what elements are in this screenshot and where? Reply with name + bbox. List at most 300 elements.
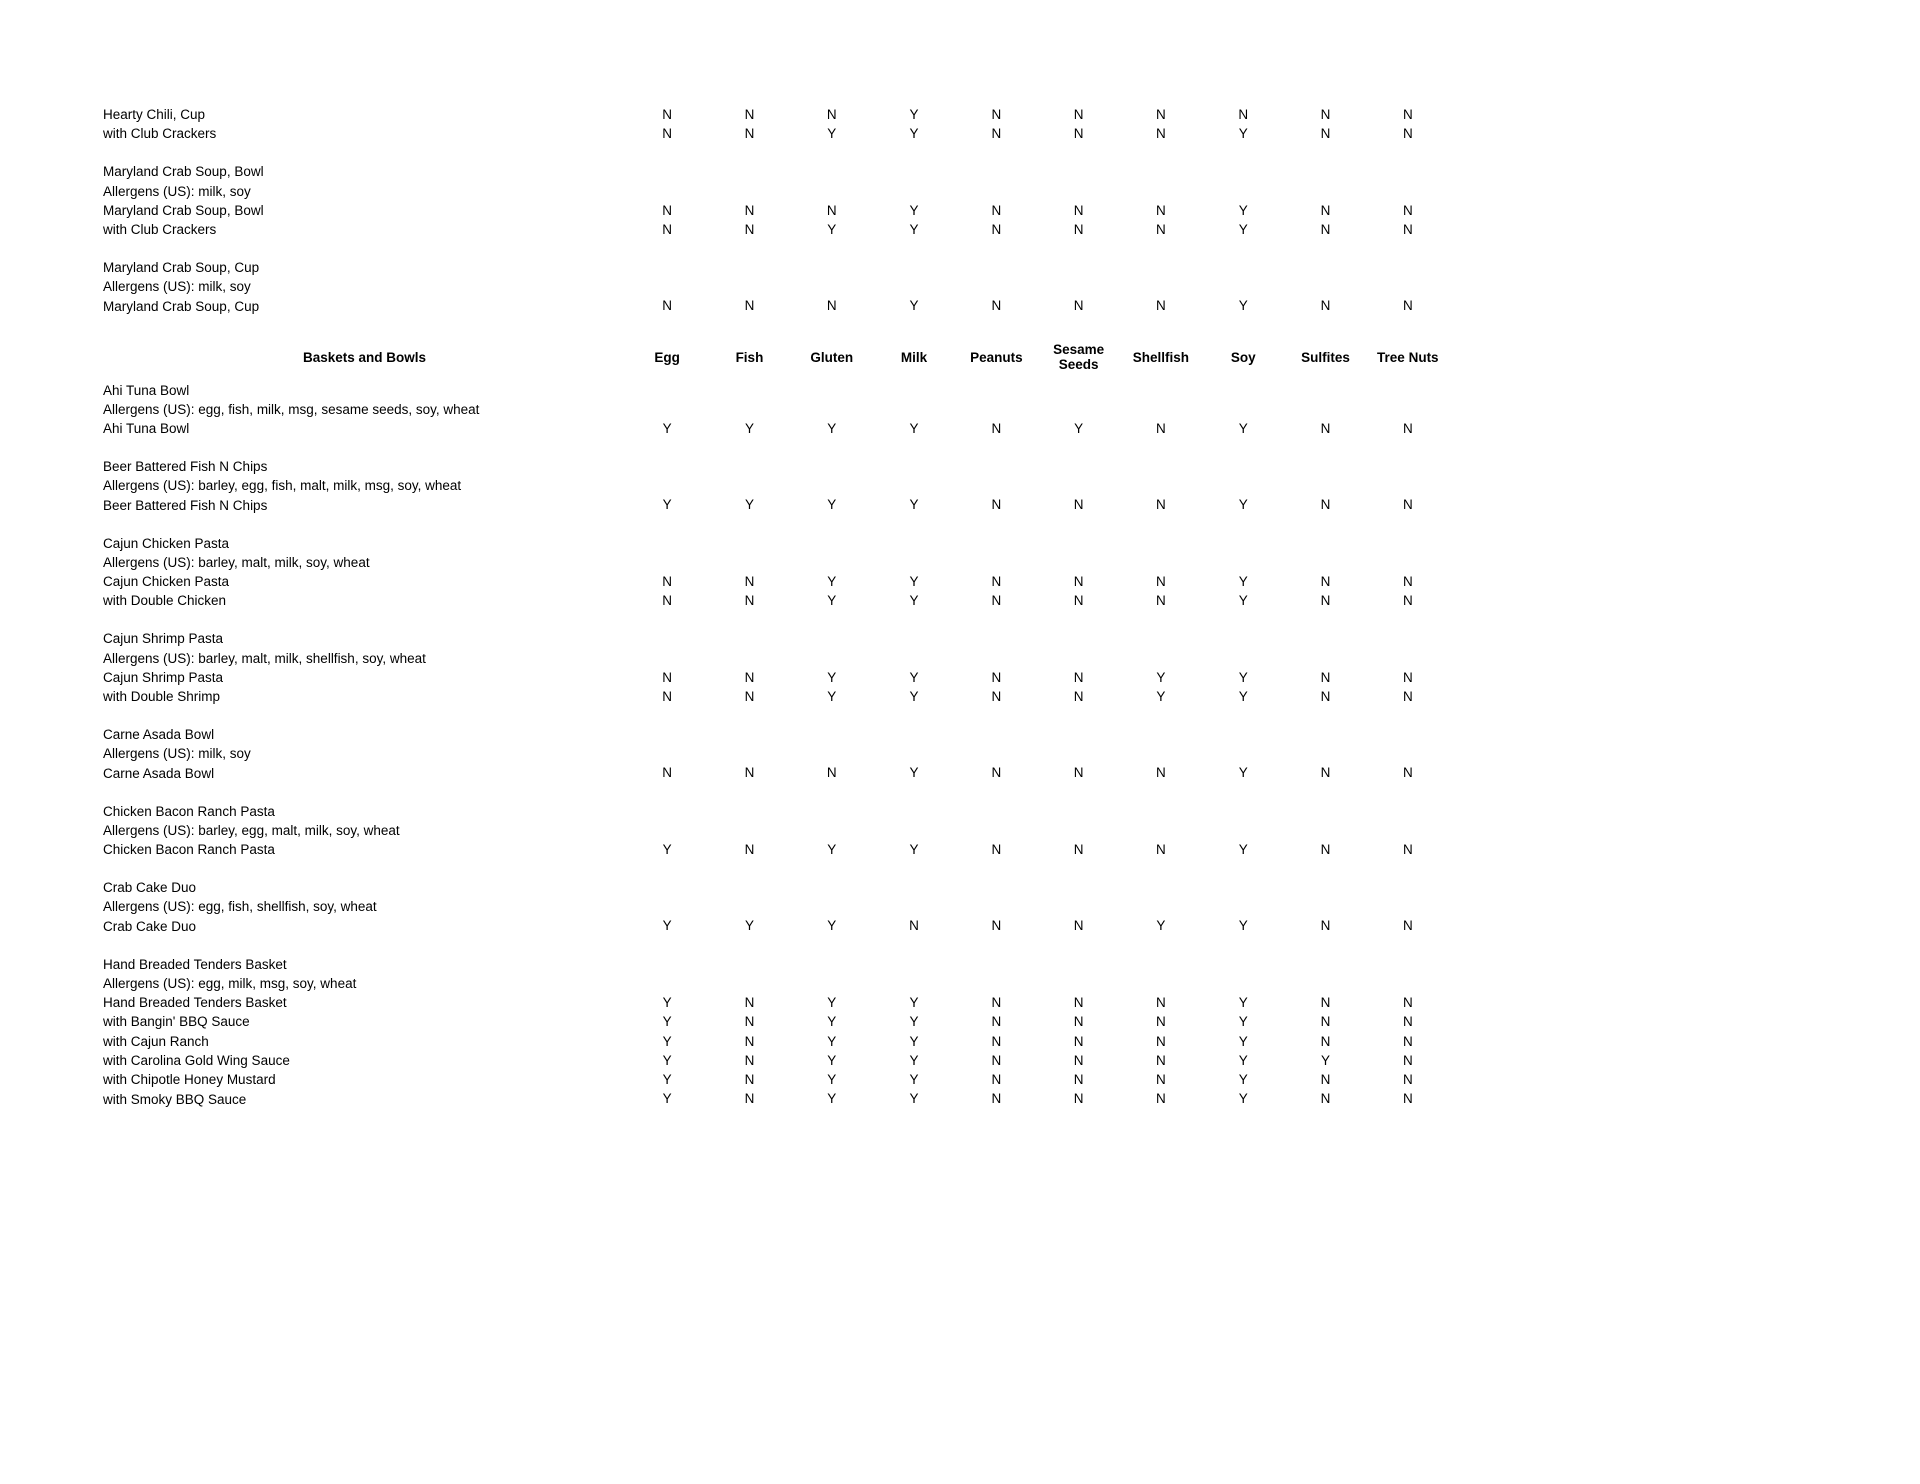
allergen-value: N: [1402, 1033, 1413, 1049]
allergen-value: N: [1073, 497, 1084, 513]
allergen-value: N: [662, 688, 673, 704]
allergen-value: Y: [744, 420, 754, 436]
allergen-value: Y: [827, 994, 837, 1010]
allergen-value: N: [1320, 106, 1331, 122]
allergen-value: N: [991, 420, 1002, 436]
allergen-value: Y: [662, 1052, 672, 1068]
group-title: Cajun Shrimp Pasta: [103, 631, 224, 647]
allergen-value: N: [1402, 1091, 1413, 1107]
allergen-value: N: [744, 573, 755, 589]
allergen-value: N: [662, 573, 673, 589]
allergen-value: N: [991, 1033, 1002, 1049]
allergen-value: Y: [827, 841, 837, 857]
allergen-value: N: [744, 126, 755, 142]
allergen-value: N: [1320, 202, 1331, 218]
item-name: with Double Chicken: [103, 593, 227, 609]
allergen-value: Y: [909, 994, 919, 1010]
allergen-value: Y: [827, 126, 837, 142]
allergen-value: Y: [827, 1072, 837, 1088]
column-header: Shellfish: [1132, 349, 1190, 365]
allergen-value: N: [991, 765, 1002, 781]
group-title: Ahi Tuna Bowl: [103, 382, 190, 398]
item-name: Ahi Tuna Bowl: [103, 421, 190, 437]
column-header: Peanuts: [970, 349, 1023, 365]
allergen-value: Y: [1238, 765, 1248, 781]
group-title: Beer Battered Fish N Chips: [103, 459, 268, 475]
menu-item-row: [0, 764, 1920, 783]
group-title: Crab Cake Duo: [103, 880, 197, 896]
allergen-value: Y: [827, 669, 837, 685]
allergen-value: N: [744, 1033, 755, 1049]
allergen-value: N: [826, 298, 837, 314]
allergen-note: Allergens (US): milk, soy: [103, 746, 251, 762]
allergen-value: N: [1156, 593, 1166, 609]
allergen-value: N: [1156, 1072, 1166, 1088]
allergen-value: N: [991, 106, 1002, 122]
allergen-value: Y: [1238, 221, 1248, 237]
allergen-value: Y: [662, 994, 672, 1010]
allergen-value: Y: [909, 1014, 919, 1030]
allergen-note: Allergens (US): milk, soy: [103, 279, 251, 295]
allergen-value: N: [662, 765, 673, 781]
allergen-value: N: [1073, 202, 1084, 218]
allergen-value: N: [1402, 1072, 1413, 1088]
spacer-row: [0, 438, 1920, 457]
allergen-note-row: [0, 974, 1920, 993]
allergen-note: Allergens (US): barley, egg, fish, malt, milk, msg, soy, wheat: [103, 478, 462, 494]
allergen-value: N: [826, 202, 837, 218]
allergen-value: Y: [1238, 126, 1248, 142]
menu-item-row: [0, 917, 1920, 936]
menu-item-row: [0, 1090, 1920, 1109]
group-title: Maryland Crab Soup, Bowl: [103, 164, 264, 180]
allergen-value: N: [991, 298, 1002, 314]
allergen-value: Y: [909, 1033, 919, 1049]
menu-item-row: [0, 840, 1920, 859]
allergen-value: N: [744, 765, 755, 781]
item-name: with Double Shrimp: [103, 689, 221, 705]
allergen-value: N: [1402, 298, 1413, 314]
allergen-value: N: [1073, 918, 1084, 934]
menu-item-row: [0, 1012, 1920, 1031]
allergen-value: Y: [1156, 918, 1166, 934]
allergen-value: N: [1402, 593, 1413, 609]
spacer-row: [0, 936, 1920, 955]
menu-item-row: [0, 124, 1920, 143]
item-name: Carne Asada Bowl: [103, 765, 215, 781]
allergen-value: Y: [1238, 573, 1248, 589]
allergen-value: N: [1073, 841, 1084, 857]
allergen-value: N: [1073, 994, 1084, 1010]
allergen-value: N: [1156, 994, 1166, 1010]
menu-item-row: [0, 668, 1920, 687]
allergen-value: N: [744, 1014, 755, 1030]
allergen-value: N: [1320, 765, 1331, 781]
allergen-value: Y: [909, 688, 919, 704]
allergen-value: Y: [662, 497, 672, 513]
allergen-value: Y: [909, 669, 919, 685]
menu-item-row: [0, 201, 1920, 220]
allergen-value: N: [1320, 593, 1331, 609]
column-header: Gluten: [810, 349, 854, 365]
allergen-value: N: [1156, 1014, 1166, 1030]
allergen-value: N: [662, 106, 673, 122]
allergen-value: N: [1320, 1072, 1331, 1088]
allergen-value: N: [1156, 1052, 1166, 1068]
allergen-value: Y: [662, 1072, 672, 1088]
item-name: Hand Breaded Tenders Basket: [103, 995, 287, 1011]
group-title-row: [0, 533, 1920, 552]
group-title: Maryland Crab Soup, Cup: [103, 260, 260, 276]
allergen-value: Y: [1238, 593, 1248, 609]
group-title-row: [0, 380, 1920, 399]
item-name: Maryland Crab Soup, Cup: [103, 298, 260, 314]
allergen-value: N: [991, 593, 1002, 609]
allergen-value: N: [991, 497, 1002, 513]
allergen-value: Y: [1238, 994, 1248, 1010]
allergen-value: N: [1073, 106, 1084, 122]
allergen-value: N: [991, 918, 1002, 934]
allergen-value: N: [991, 669, 1002, 685]
allergen-value: Y: [744, 918, 754, 934]
spacer-row: [0, 515, 1920, 534]
allergen-value: N: [991, 573, 1002, 589]
allergen-note: Allergens (US): barley, malt, milk, soy, wheat: [103, 554, 370, 570]
menu-item-row: [0, 993, 1920, 1012]
item-name: with Cajun Ranch: [103, 1033, 209, 1049]
allergen-value: N: [662, 126, 673, 142]
allergen-value: N: [1320, 126, 1331, 142]
allergen-note-row: [0, 821, 1920, 840]
column-header: Soy: [1230, 349, 1256, 365]
column-header: Fish: [735, 349, 764, 365]
allergen-value: N: [1156, 1033, 1166, 1049]
allergen-value: N: [744, 994, 755, 1010]
allergen-note: Allergens (US): milk, soy: [103, 183, 251, 199]
allergen-value: N: [1156, 1091, 1166, 1107]
item-name: with Smoky BBQ Sauce: [103, 1091, 247, 1107]
group-title: Cajun Chicken Pasta: [103, 535, 230, 551]
allergen-value: N: [1402, 497, 1413, 513]
allergen-value: Y: [827, 593, 837, 609]
allergen-value: N: [1402, 126, 1413, 142]
allergen-value: N: [1073, 688, 1084, 704]
allergen-value: N: [1156, 106, 1166, 122]
allergen-value: Y: [662, 420, 672, 436]
allergen-value: Y: [662, 1091, 672, 1107]
allergen-value: Y: [827, 1052, 837, 1068]
menu-item-row: [0, 572, 1920, 591]
allergen-value: N: [1320, 841, 1331, 857]
allergen-value: Y: [909, 573, 919, 589]
allergen-value: N: [1320, 221, 1331, 237]
allergen-note: Allergens (US): egg, fish, milk, msg, sesame seeds, soy, wheat: [103, 401, 480, 417]
allergen-value: N: [744, 1091, 755, 1107]
allergen-value: N: [1402, 1014, 1413, 1030]
allergen-value: Y: [827, 221, 837, 237]
spacer-row: [0, 611, 1920, 630]
allergen-value: N: [662, 298, 673, 314]
allergen-value: N: [991, 994, 1002, 1010]
group-title-row: [0, 629, 1920, 648]
allergen-value: Y: [909, 1091, 919, 1107]
allergen-value: N: [991, 221, 1002, 237]
allergen-value: N: [1238, 106, 1249, 122]
group-title: Carne Asada Bowl: [103, 727, 215, 743]
column-header: Sulfites: [1301, 349, 1350, 365]
allergen-value: N: [1320, 994, 1331, 1010]
allergen-value: Y: [1156, 688, 1166, 704]
allergen-value: Y: [744, 497, 754, 513]
allergen-value: Y: [1238, 1091, 1248, 1107]
allergen-value: Y: [827, 1033, 837, 1049]
menu-item-row: [0, 496, 1920, 515]
allergen-value: Y: [662, 1033, 672, 1049]
allergen-value: N: [991, 1072, 1002, 1088]
allergen-value: N: [744, 593, 755, 609]
allergen-value: N: [991, 202, 1002, 218]
allergen-value: N: [1402, 918, 1413, 934]
allergen-note-row: [0, 277, 1920, 296]
allergen-value: N: [991, 1091, 1002, 1107]
allergen-value: Y: [1238, 1033, 1248, 1049]
column-header: Tree Nuts: [1377, 349, 1439, 365]
menu-item-row: [0, 687, 1920, 706]
allergen-value: N: [744, 669, 755, 685]
spacer-row: [0, 783, 1920, 802]
allergen-value: N: [1156, 420, 1166, 436]
allergen-note-row: [0, 649, 1920, 668]
allergen-value: N: [1320, 573, 1331, 589]
item-name: Crab Cake Duo: [103, 918, 197, 934]
spacer-row: [0, 239, 1920, 258]
allergen-value: N: [662, 669, 673, 685]
spacer-row: [0, 316, 1920, 335]
allergen-value: N: [991, 688, 1002, 704]
allergen-value: N: [1402, 765, 1413, 781]
allergen-note: Allergens (US): egg, fish, shellfish, soy, wheat: [103, 899, 377, 915]
menu-item-row: [0, 1051, 1920, 1070]
allergen-value: N: [662, 202, 673, 218]
group-title: Chicken Bacon Ranch Pasta: [103, 803, 275, 819]
item-name: with Carolina Gold Wing Sauce: [103, 1053, 290, 1069]
allergen-value: N: [744, 202, 755, 218]
allergen-value: N: [1320, 1014, 1331, 1030]
allergen-value: Y: [662, 1014, 672, 1030]
item-name: Cajun Chicken Pasta: [103, 574, 230, 590]
allergen-value: Y: [827, 497, 837, 513]
allergen-value: N: [1073, 1052, 1084, 1068]
allergen-value: N: [1320, 420, 1331, 436]
allergen-value: N: [1402, 669, 1413, 685]
allergen-value: N: [1073, 126, 1084, 142]
item-name: with Chipotle Honey Mustard: [103, 1072, 276, 1088]
allergen-value: N: [1156, 202, 1166, 218]
allergen-value: N: [1156, 221, 1166, 237]
allergen-value: N: [1073, 298, 1084, 314]
column-header: Milk: [900, 349, 928, 365]
allergen-value: Y: [1238, 202, 1248, 218]
allergen-value: Y: [1238, 669, 1248, 685]
menu-item-row: [0, 1070, 1920, 1089]
allergen-value: N: [909, 918, 919, 934]
allergen-value: N: [1073, 1014, 1084, 1030]
allergen-value: Y: [1321, 1052, 1331, 1068]
item-name: with Club Crackers: [103, 222, 217, 238]
allergen-value: Y: [1238, 1052, 1248, 1068]
allergen-value: Y: [827, 1091, 837, 1107]
allergen-value: Y: [827, 1014, 837, 1030]
allergen-value: N: [1320, 1091, 1331, 1107]
allergen-value: N: [744, 106, 755, 122]
allergen-value: N: [826, 106, 837, 122]
group-title: Hand Breaded Tenders Basket: [103, 956, 287, 972]
allergen-value: N: [744, 298, 755, 314]
allergen-value: N: [1320, 298, 1331, 314]
allergen-value: N: [1073, 221, 1084, 237]
allergen-value: Y: [827, 573, 837, 589]
menu-item-row: [0, 220, 1920, 239]
allergen-value: Y: [1156, 669, 1166, 685]
spacer-row: [0, 144, 1920, 163]
allergen-value: Y: [1238, 841, 1248, 857]
allergen-value: N: [991, 1014, 1002, 1030]
allergen-value: N: [662, 593, 673, 609]
allergen-note-row: [0, 181, 1920, 200]
item-name: Maryland Crab Soup, Bowl: [103, 202, 264, 218]
allergen-note-row: [0, 897, 1920, 916]
allergen-value: N: [1402, 841, 1413, 857]
allergen-value: N: [1320, 669, 1331, 685]
allergen-value: N: [662, 221, 673, 237]
allergen-value: Y: [1074, 420, 1084, 436]
allergen-value: N: [991, 841, 1002, 857]
allergen-value: N: [1073, 573, 1084, 589]
allergen-value: N: [744, 1072, 755, 1088]
item-name: Cajun Shrimp Pasta: [103, 669, 224, 685]
allergen-value: Y: [662, 841, 672, 857]
allergen-value: N: [1073, 1033, 1084, 1049]
allergen-value: N: [1156, 298, 1166, 314]
allergen-value: Y: [1238, 918, 1248, 934]
allergen-value: Y: [909, 298, 919, 314]
allergen-value: Y: [1238, 298, 1248, 314]
allergen-value: N: [1320, 688, 1331, 704]
allergen-value: Y: [909, 841, 919, 857]
allergen-value: N: [1320, 1033, 1331, 1049]
item-name: Beer Battered Fish N Chips: [103, 497, 268, 513]
allergen-value: Y: [662, 918, 672, 934]
column-header: Egg: [654, 349, 680, 365]
allergen-value: N: [744, 841, 755, 857]
allergen-value: Y: [1238, 420, 1248, 436]
allergen-value: N: [1402, 573, 1413, 589]
group-title-row: [0, 954, 1920, 973]
allergen-value: N: [1402, 994, 1413, 1010]
allergen-value: Y: [909, 202, 919, 218]
allergen-value: Y: [909, 1052, 919, 1068]
allergen-value: Y: [909, 765, 919, 781]
allergen-value: N: [1402, 1052, 1413, 1068]
allergen-value: Y: [909, 593, 919, 609]
allergen-value: N: [1402, 221, 1413, 237]
allergen-value: Y: [909, 420, 919, 436]
spacer-row: [0, 859, 1920, 878]
group-title-row: [0, 258, 1920, 277]
allergen-value: N: [1402, 202, 1413, 218]
allergen-value: N: [1073, 1091, 1084, 1107]
allergen-value: N: [1320, 918, 1331, 934]
column-header: Sesame Seeds: [1053, 341, 1105, 373]
allergen-value: N: [991, 1052, 1002, 1068]
allergen-note: Allergens (US): barley, malt, milk, shellfish, soy, wheat: [103, 650, 426, 666]
allergen-value: Y: [827, 918, 837, 934]
group-title-row: [0, 801, 1920, 820]
allergen-value: N: [1156, 126, 1166, 142]
allergen-value: N: [991, 126, 1002, 142]
allergen-value: Y: [827, 688, 837, 704]
item-name: Chicken Bacon Ranch Pasta: [103, 842, 275, 858]
section-header: Baskets and Bowls: [302, 349, 427, 365]
allergen-value: N: [744, 221, 755, 237]
allergen-value: N: [744, 1052, 755, 1068]
allergen-note-row: [0, 744, 1920, 763]
allergen-value: N: [1073, 1072, 1084, 1088]
allergen-value: N: [1402, 688, 1413, 704]
group-title-row: [0, 162, 1920, 181]
allergen-value: N: [1073, 593, 1084, 609]
allergen-value: Y: [827, 420, 837, 436]
item-name: with Club Crackers: [103, 126, 217, 142]
allergen-value: N: [1156, 497, 1166, 513]
allergen-value: Y: [1238, 688, 1248, 704]
menu-item-row: [0, 591, 1920, 610]
allergen-value: N: [1156, 841, 1166, 857]
allergen-value: Y: [909, 106, 919, 122]
menu-item-row: [0, 1032, 1920, 1051]
group-title-row: [0, 457, 1920, 476]
group-title-row: [0, 725, 1920, 744]
menu-item-row: [0, 419, 1920, 438]
allergen-note-row: [0, 553, 1920, 572]
allergen-note-row: [0, 400, 1920, 419]
menu-item-row: [0, 297, 1920, 316]
allergen-value: N: [1402, 106, 1413, 122]
allergen-note-row: [0, 476, 1920, 495]
group-title-row: [0, 878, 1920, 897]
allergen-value: N: [1073, 765, 1084, 781]
allergen-value: Y: [1238, 1014, 1248, 1030]
item-name: Hearty Chili, Cup: [103, 107, 206, 123]
allergen-value: Y: [909, 1072, 919, 1088]
menu-item-row: [0, 105, 1920, 124]
allergen-value: Y: [1238, 497, 1248, 513]
allergen-value: Y: [1238, 1072, 1248, 1088]
allergen-value: N: [1320, 497, 1331, 513]
allergen-note: Allergens (US): egg, milk, msg, soy, wheat: [103, 975, 357, 991]
allergen-note: Allergens (US): barley, egg, malt, milk, soy, wheat: [103, 822, 400, 838]
allergen-value: N: [1073, 669, 1084, 685]
table-header-row: [0, 334, 1920, 380]
allergen-value: N: [826, 765, 837, 781]
allergen-table: [0, 105, 1920, 1109]
allergen-value: N: [744, 688, 755, 704]
allergen-value: Y: [909, 221, 919, 237]
allergen-value: N: [1156, 573, 1166, 589]
allergen-value: N: [1156, 765, 1166, 781]
allergen-value: N: [1402, 420, 1413, 436]
item-name: with Bangin' BBQ Sauce: [103, 1014, 250, 1030]
